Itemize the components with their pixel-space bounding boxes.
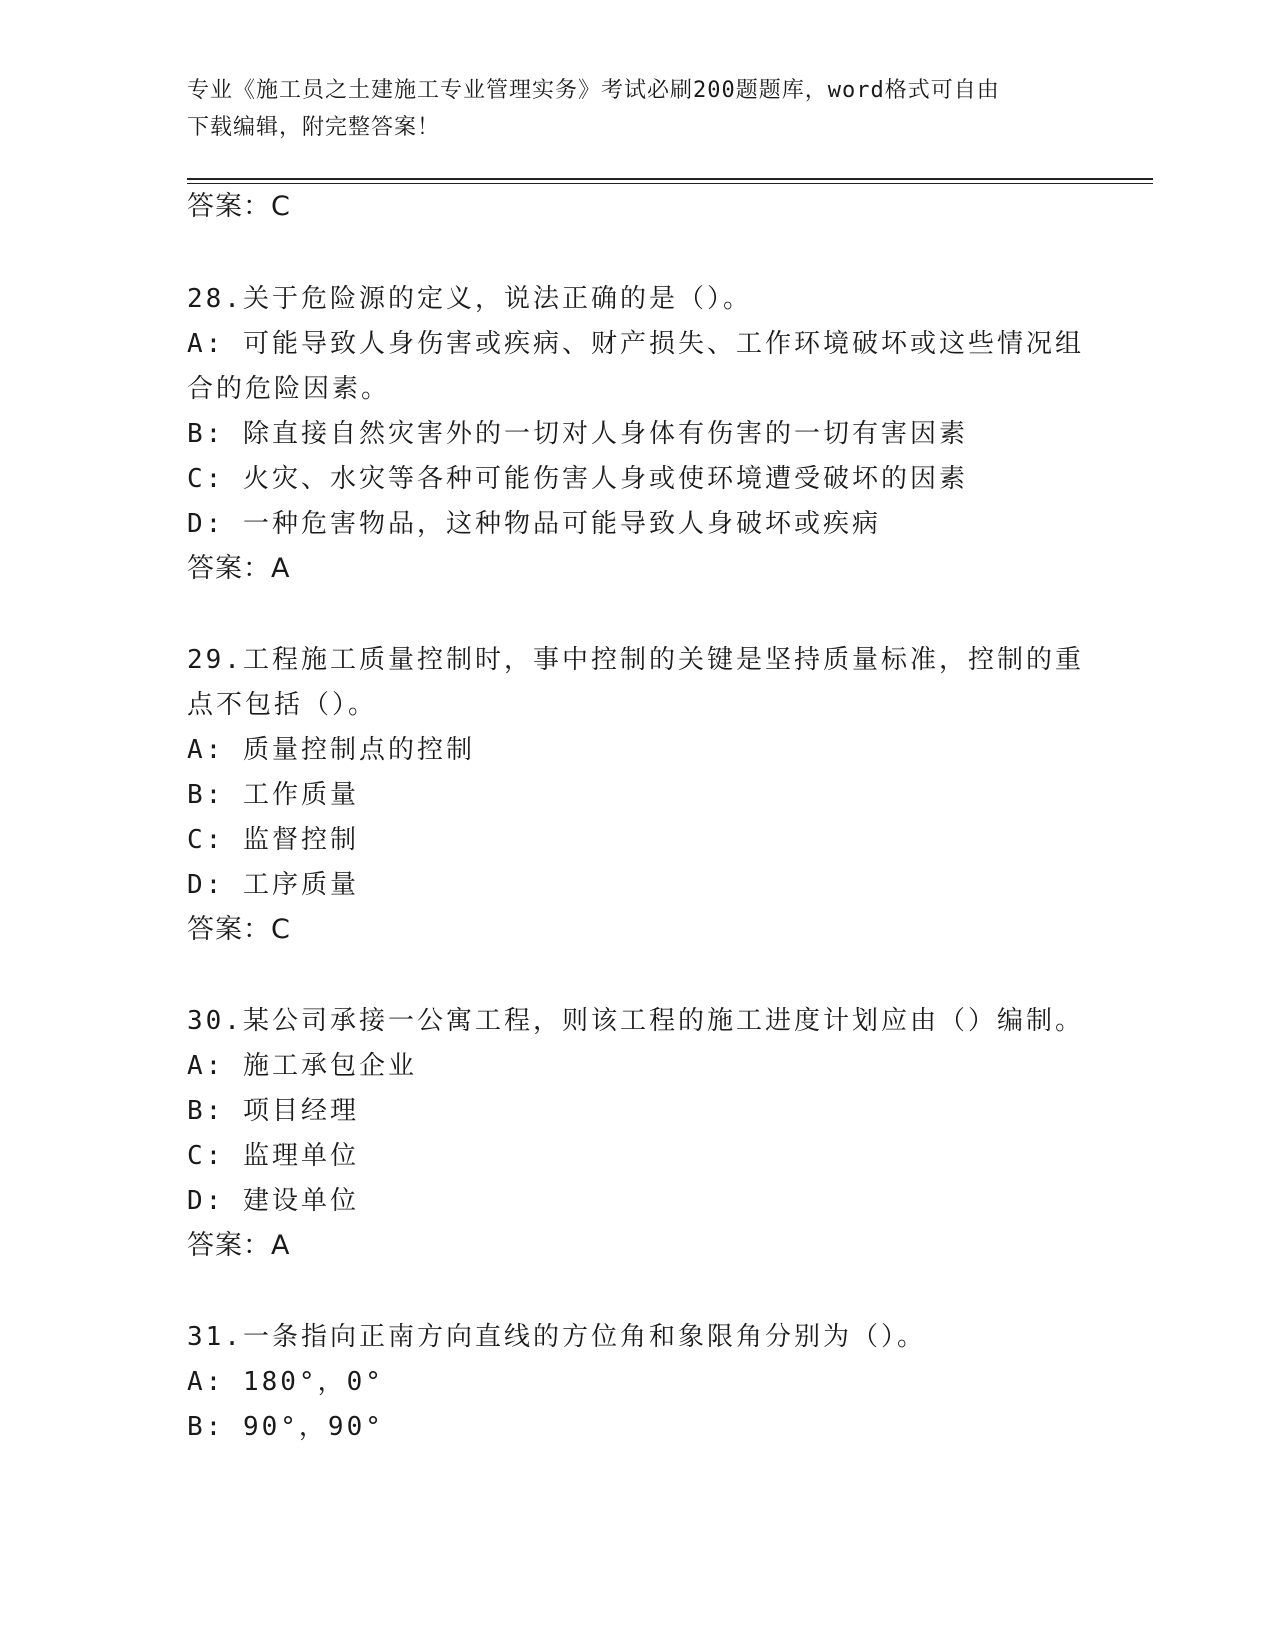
question-28-option-c: C: 火灾、水灾等各种可能伤害人身或使环境遭受破坏的因素 <box>187 464 968 494</box>
question-30-option-a: A: 施工承包企业 <box>187 1051 417 1081</box>
answer-29: 答案：C <box>187 914 291 945</box>
question-29-option-a: A: 质量控制点的控制 <box>187 735 475 765</box>
question-29-stem-line1: 29.工程施工质量控制时，事中控制的关键是坚持质量标准，控制的重 <box>187 645 1084 675</box>
question-29-stem-line2: 点不包括（）。 <box>187 690 378 720</box>
header-divider-thin <box>187 183 1153 184</box>
question-28-option-a-line2: 合的危险因素。 <box>187 374 391 404</box>
question-31-option-a: A: 180°，0° <box>187 1367 384 1397</box>
question-29-option-c: C: 监督控制 <box>187 825 359 855</box>
answer-28: 答案：A <box>187 553 291 584</box>
header-line-1: 专业《施工员之土建施工专业管理实务》考试必刷200题题库，word格式可自由 <box>187 78 1000 103</box>
question-30-stem: 30.某公司承接一公寓工程，则该工程的施工进度计划应由（）编制。 <box>187 1006 1084 1036</box>
question-29-option-d: D: 工序质量 <box>187 870 359 900</box>
document-header-note <box>187 72 1087 146</box>
question-28-option-b: B: 除直接自然灾害外的一切对人身体有伤害的一切有害因素 <box>187 419 968 449</box>
answer-30: 答案：A <box>187 1230 291 1261</box>
question-30-option-c: C: 监理单位 <box>187 1141 359 1171</box>
header-line-2: 下载编辑，附完整答案！ <box>187 115 441 140</box>
question-28-option-d: D: 一种危害物品，这种物品可能导致人身破坏或疾病 <box>187 509 881 539</box>
question-28-stem: 28.关于危险源的定义，说法正确的是（）。 <box>187 284 752 314</box>
question-30-option-d: D: 建设单位 <box>187 1186 359 1216</box>
answer-27: 答案：C <box>187 191 291 222</box>
question-30-option-b: B: 项目经理 <box>187 1096 359 1126</box>
question-31-option-b: B: 90°，90° <box>187 1412 384 1442</box>
question-28-option-a-line1: A: 可能导致人身伤害或疾病、财产损失、工作环境破坏或这些情况组 <box>187 329 1084 359</box>
question-31-stem: 31.一条指向正南方向直线的方位角和象限角分别为（）。 <box>187 1322 926 1352</box>
header-divider-thick <box>187 178 1153 180</box>
question-29-option-b: B: 工作质量 <box>187 780 359 810</box>
